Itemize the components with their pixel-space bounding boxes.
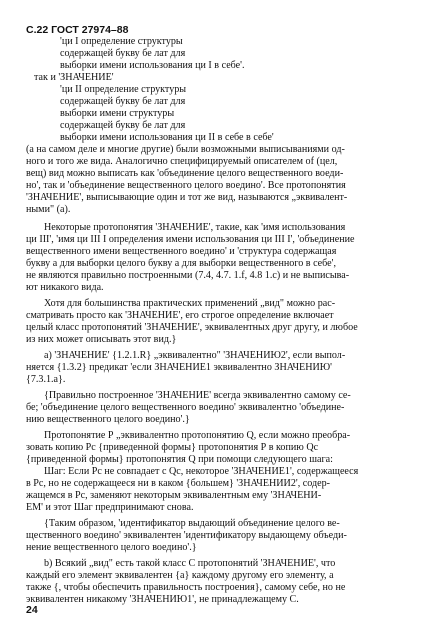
text-line: {приведенной формы} протопонятия Q при помощи следующего шага: — [26, 454, 333, 465]
text-line: ными" (а). — [26, 204, 71, 215]
text-line: нение вещественного целого воедино'.} — [26, 542, 197, 553]
text-line: выборки имени использования ци II в себе в себе' — [60, 132, 274, 143]
text-line: нию вещественного целого воедино'.} — [26, 414, 190, 425]
text-line: бе; 'объединение целого вещественного воедино' эквивалентно 'объедине- — [26, 402, 345, 413]
text-line: Хотя для большинства практических применений „вид" можно рас- — [44, 298, 336, 309]
text-line: 'ци I определение структуры — [60, 36, 183, 47]
text-line: щественного воедино' эквивалентен 'идентификатору выдающему объеди- — [26, 530, 347, 541]
text-line: (а на самом деле и многие другие) были возможными выписываниями од- — [26, 144, 345, 155]
page-header: С.22 ГОСТ 27974–88 — [26, 24, 129, 36]
text-line: Шаг: Если Рс не совпадает с Qc, некоторое 'ЗНАЧЕНИЕ1', содержащееся — [44, 466, 359, 477]
text-line: жащемся в Рс, заменяют некоторым эквивалентным ему 'ЗНАЧЕНИ- — [26, 490, 322, 501]
text-line: выборки имени структуры — [60, 108, 175, 119]
text-line: но', так и 'объединение вещественного целого воедино'. Все протопонятия — [26, 180, 346, 191]
text-line: каждый его элемент эквивалентен {a} каждому другому его элементу, а — [26, 570, 334, 581]
text-line: не являются правильно построенными (7.4, 4.7. 1.f, 4.8 1.c) и не выписыва- — [26, 270, 350, 281]
text-line: целый класс протопонятий 'ЗНАЧЕНИЕ', эквивалентных друг другу, и любое — [26, 322, 358, 333]
text-line: содержащей букву бе лат для — [60, 48, 186, 59]
page-number: 24 — [26, 604, 38, 616]
text-line: {Таким образом, 'идентификатор выдающий объединение целого ве- — [44, 518, 340, 529]
text-line: b) Всякий „вид" есть такой класс С протопонятий 'ЗНАЧЕНИЕ', что — [44, 558, 336, 569]
text-line: ного и того же вида. Аналогично специфицируемый описателем of (цел, — [26, 156, 338, 167]
text-line: содержащей букву бе лат для — [60, 120, 186, 131]
text-line: также {, чтобы обеспечить правильность построения}, самому себе, но не — [26, 582, 346, 593]
text-line: Протопонятие Р „эквивалентно протопонятию Q, если можно преобра- — [44, 430, 351, 441]
text-line: содержащей букву бе лат для — [60, 96, 186, 107]
text-line: ци III', 'имя ци III I определения имени использования ци III I', 'объединение — [26, 234, 355, 245]
text-line: a) 'ЗНАЧЕНИЕ' {1.2.1.R} „эквивалентно" 'ЗНАЧЕНИЮ2', если выпол- — [44, 350, 346, 361]
text-line: из них может описывать этот вид.} — [26, 334, 177, 345]
text-line: в Рс, но не содержащееся ни в каком {большем} 'ЗНАЧЕНИИ2', содер- — [26, 478, 331, 489]
text-line: Некоторые протопонятия 'ЗНАЧЕНИЕ', такие, как 'имя использования — [44, 222, 346, 233]
text-line: 'ци II определение структуры — [60, 84, 187, 95]
text-line: зовать копию Рс {приведенной формы} протопонятия Р в копию Qc — [26, 442, 319, 453]
text-line: вещ) вид можно выписать как 'объединение целого вещественного воеди- — [26, 168, 344, 179]
text-line: вещественного имени вещественного воедино' и 'структура содержащая — [26, 246, 337, 257]
text-line: букву а для выборки целого букву а для выборки вещественного в себе', — [26, 258, 336, 269]
text-line: няется {1.3.2} предикат 'если ЗНАЧЕНИЕ1 эквивалентно ЗНАЧЕНИЮ' — [26, 362, 332, 373]
text-line: эквивалентен никакому 'ЗНАЧЕНИЮ1', не принадлежащему С. — [26, 594, 299, 605]
text-line: сматривать просто как 'ЗНАЧЕНИЕ', его строгое определение включает — [26, 310, 334, 321]
text-line: ЕМ' и этот Шаг предпринимают снова. — [26, 502, 194, 513]
text-line: выборки имени использования ци I в себе'. — [60, 60, 245, 71]
text-line: {Правильно построенное 'ЗНАЧЕНИЕ' всегда эквивалентно самому се- — [44, 390, 351, 401]
text-line: ют никакого вида. — [26, 282, 104, 293]
text-line: 'ЗНАЧЕНИЕ', выписывающие один и тот же вид, называются „эквивалент- — [26, 192, 348, 203]
text-line: {7.3.1.a}. — [26, 374, 66, 385]
text-line: так и 'ЗНАЧЕНИЕ' — [34, 72, 114, 83]
